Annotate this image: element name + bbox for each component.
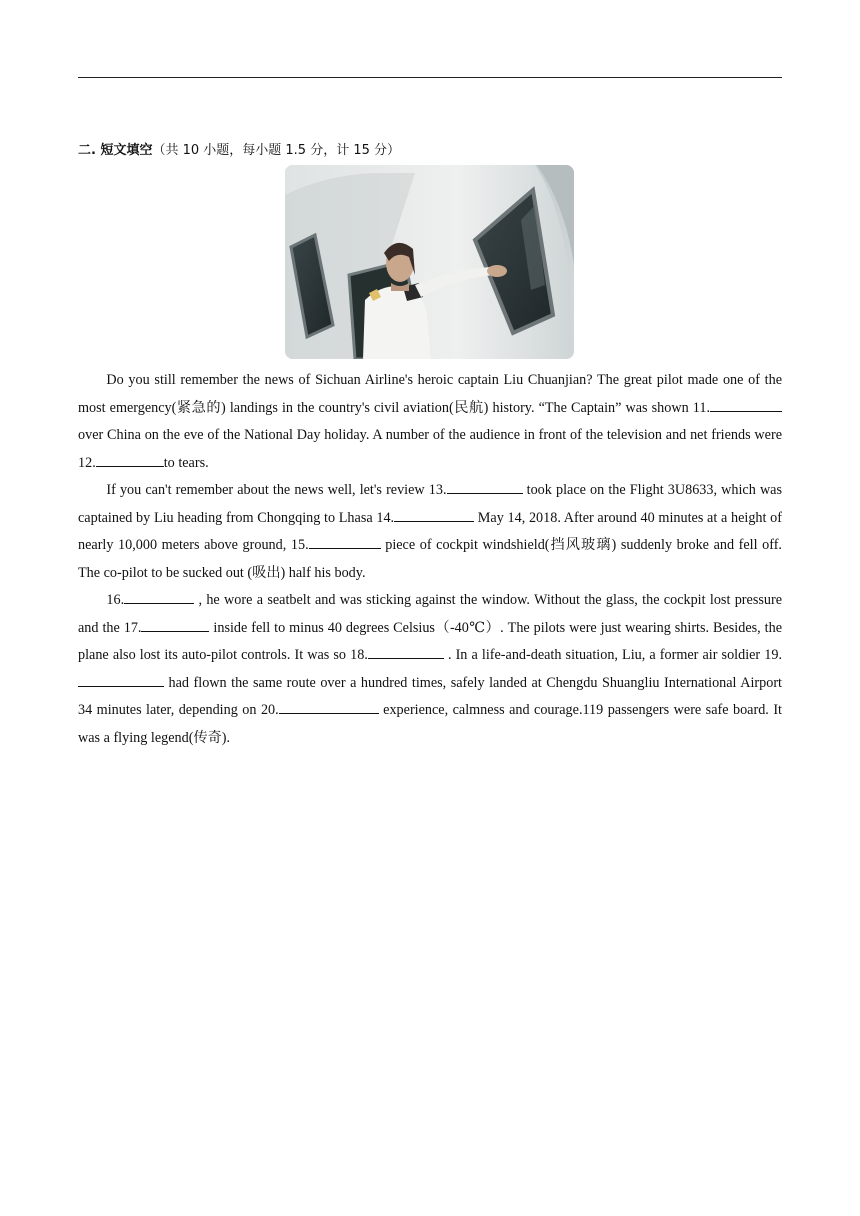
paragraph-3-text-e: had flown the same route over a hundred times, safely landed at Chengdu Shuangliu International Airport 34 minutes later, depending on 20. <box>78 674 782 718</box>
blank-15[interactable] <box>309 533 381 549</box>
blank-12[interactable] <box>96 451 164 467</box>
header-rule <box>78 77 782 78</box>
paragraph-3-text-c: inside fell to minus 40 degrees Celsius（-40℃）. The pilots were just wearing shirts. Besides, the plane also lost its auto-pilot controls. It was so 18. <box>78 619 782 663</box>
cockpit-window-photo <box>285 165 574 359</box>
paragraph-1-text-a: Do you still remember the news of Sichuan Airline's heroic captain Liu Chuanjian? The great pilot made one of the most emergency(紧急的) landings in the country's civil aviation(民航) history. “The Captain” was shown 11. <box>78 372 782 416</box>
section-note: （共 10 小题，每小题 1.5 分，计 15 分） <box>152 143 401 158</box>
blank-19[interactable] <box>78 671 164 687</box>
section-title: 二. 短文填空 <box>78 143 153 158</box>
cockpit-photo-illustration <box>285 165 574 359</box>
blank-11[interactable] <box>710 396 782 412</box>
paragraph-2-text-b: took place on the Flight 3U8633, which was captained by Liu heading from Chongqing to Lhasa 14. <box>78 482 783 526</box>
blank-13[interactable] <box>447 478 523 494</box>
passage <box>78 367 782 752</box>
blank-18[interactable] <box>368 643 444 659</box>
paragraph-3-text-a: 16. <box>106 592 125 608</box>
paragraph-1 <box>78 367 782 477</box>
paragraph-3-text-f: experience, calmness and courage.119 passengers were safe board. It was a flying legend(传奇). <box>78 702 782 746</box>
paragraph-2-text-c: May 14, 2018. After around 40 minutes at a height of nearly 10,000 meters above ground, 15. <box>78 509 782 553</box>
paragraph-3-text-b: , he wore a seatbelt and was sticking against the window. Without the glass, the cockpit lost pressure and the 17. <box>78 592 782 636</box>
blank-14[interactable] <box>394 506 474 522</box>
paragraph-3 <box>78 587 782 752</box>
paragraph-1-text-b: over China on the eve of the National Day holiday. A number of the audience in front of the television and net friends were 12. <box>78 427 782 471</box>
blank-20[interactable] <box>279 698 379 714</box>
paragraph-2 <box>78 477 782 587</box>
paragraph-2-text-d: piece of cockpit windshield(挡风玻璃) suddenly broke and fell off. The co-pilot to be sucked out (吸出) half his body. <box>78 537 782 581</box>
blank-16[interactable] <box>124 588 194 604</box>
blank-17[interactable] <box>141 616 209 632</box>
paragraph-3-text-d: . In a life-and-death situation, Liu, a former air soldier 19. <box>443 647 782 663</box>
section-heading <box>78 139 400 158</box>
paragraph-1-text-c: to tears. <box>163 454 209 471</box>
paragraph-2-text-a: If you can't remember about the news well, let's review 13. <box>106 482 447 498</box>
